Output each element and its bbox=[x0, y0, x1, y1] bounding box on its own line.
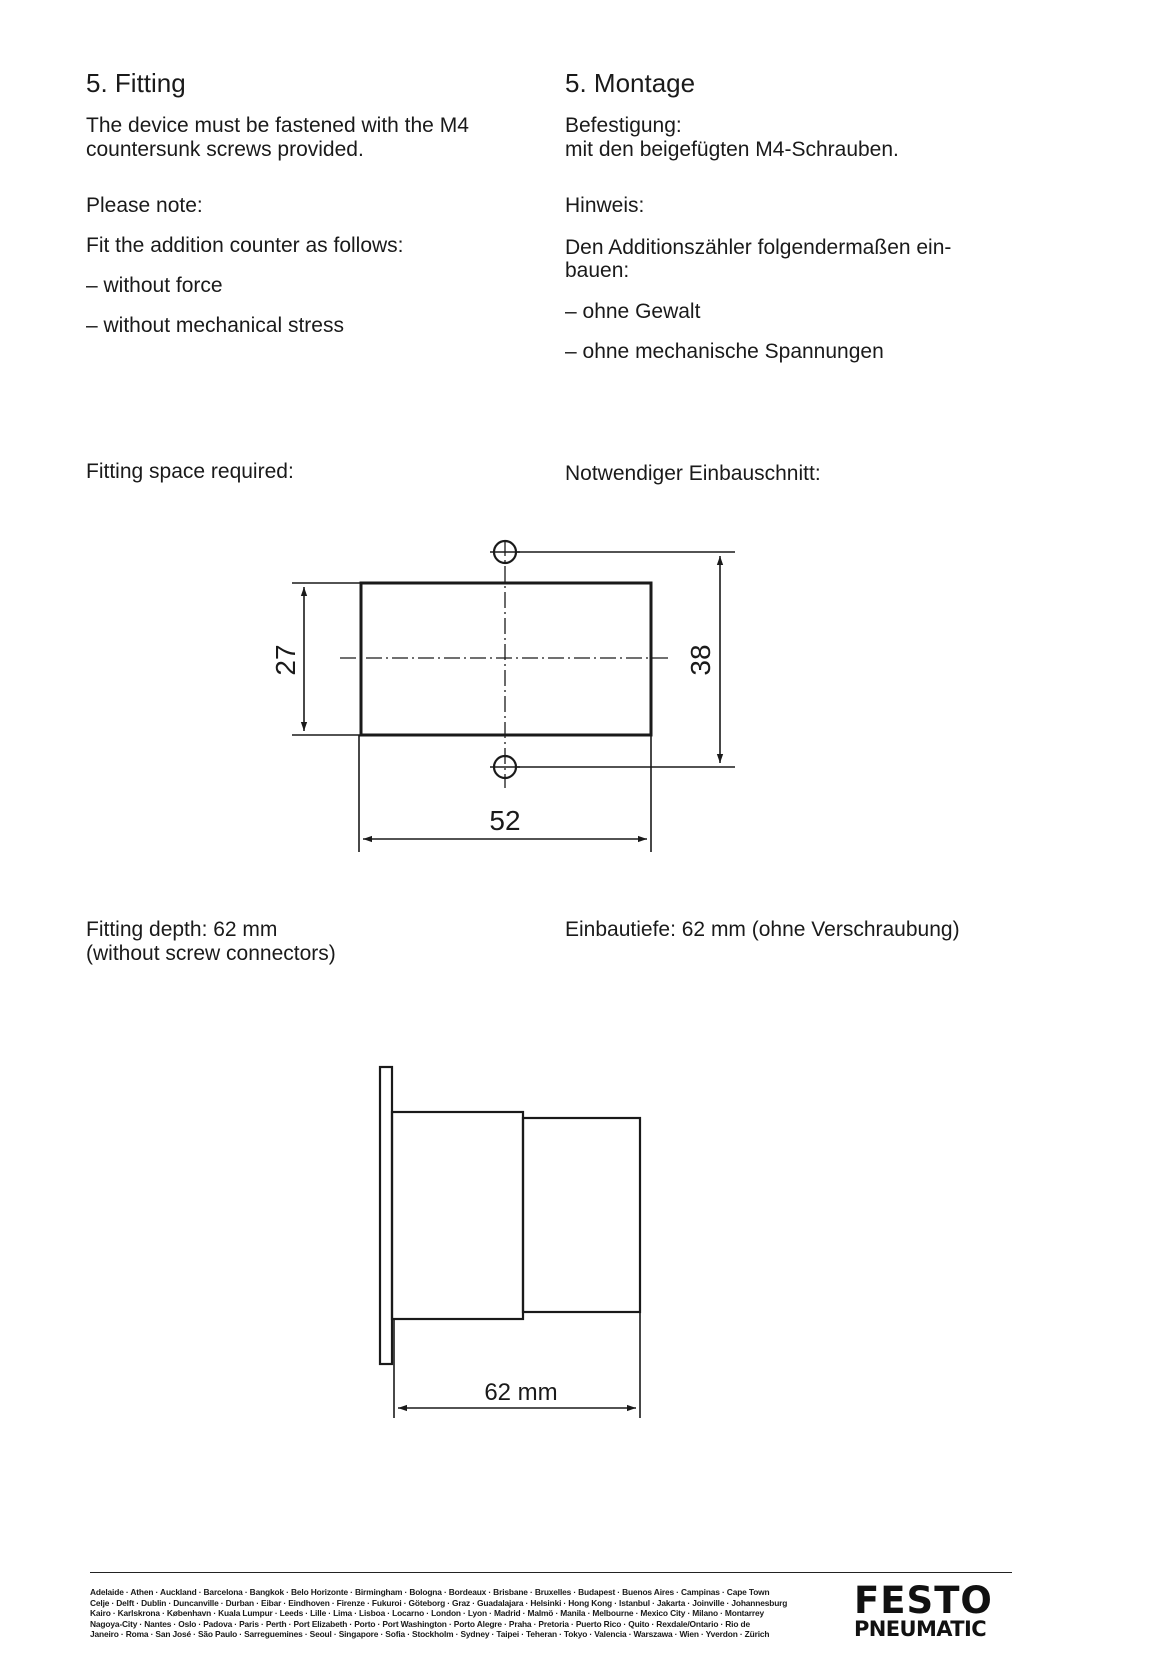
footer-cities-line-2: Celje · Delft · Dublin · Duncanville · Durban · Eibar · Eindhoven · Firenze · Fukuroi · Göteborg · Graz · Guadalajara · Helsinki · Hong Kong · Istanbul · Jakarta · Joinville · Johannesburg bbox=[90, 1597, 788, 1608]
hole-spacing-dimension-label: 38 bbox=[685, 644, 716, 676]
footer-cities-line-5: Janeiro · Roma · San José · São Paulo · Sarreguemines · Seoul · Singapore · Sofia · Stockholm · Sydney · Taipei · Teheran · Tokyo · Valencia · Warszawa · Wien · Yverdon · Zürich bbox=[90, 1629, 770, 1640]
festo-logo bbox=[854, 1579, 1014, 1641]
heading-german: 5. Montage bbox=[565, 68, 696, 98]
depth-english-line1: Fitting depth: 62 mm bbox=[86, 918, 278, 941]
intro-german-line2: mit den beigefügten M4-Schrauben. bbox=[565, 138, 899, 161]
front-panel-plate bbox=[380, 1067, 392, 1364]
height-dimension-label: 27 bbox=[270, 644, 301, 676]
space-label-english: Fitting space required: bbox=[86, 460, 294, 483]
heading-english: 5. Fitting bbox=[86, 68, 186, 98]
width-dimension-label: 52 bbox=[489, 805, 521, 836]
bullet-english-2: – without mechanical stress bbox=[86, 314, 344, 337]
depth-english-line2: (without screw connectors) bbox=[86, 942, 336, 965]
depth-dimension-label: 62 mm bbox=[484, 1379, 558, 1406]
device-body-front bbox=[392, 1112, 523, 1319]
intro-english-line2: countersunk screws provided. bbox=[86, 138, 364, 161]
intro-german-line1: Befestigung: bbox=[565, 114, 682, 137]
depth-german-line: Einbautiefe: 62 mm (ohne Verschraubung) bbox=[565, 918, 960, 941]
footer-city-list bbox=[90, 1587, 787, 1640]
intro-english-line1: The device must be fastened with the M4 bbox=[86, 114, 469, 137]
note-label-english: Please note: bbox=[86, 194, 203, 217]
footer-divider bbox=[90, 1572, 1012, 1573]
bullet-english-1: – without force bbox=[86, 274, 223, 297]
bullet-german-2: – ohne mechanische Spannungen bbox=[565, 340, 884, 363]
bullet-german-1: – ohne Gewalt bbox=[565, 300, 701, 323]
footer-cities-line-3: Kairo · Karlskrona · København · Kuala Lumpur · Leeds · Lille · Lima · Lisboa · Locarno · London · Lyon · Madrid · Malmö · Manila · Melbourne · Mexico City · Milano · Montarrey bbox=[90, 1608, 765, 1619]
note-label-german: Hinweis: bbox=[565, 194, 645, 217]
logo-pneumatic-text: PNEUMATIC bbox=[854, 1617, 987, 1641]
space-label-german: Notwendiger Einbauschnitt: bbox=[565, 462, 821, 485]
device-body-rear bbox=[523, 1118, 640, 1312]
logo-festo-text: FESTO bbox=[854, 1579, 993, 1622]
instruction-german-line2: bauen: bbox=[565, 259, 630, 282]
instruction-english: Fit the addition counter as follows: bbox=[86, 234, 404, 257]
instruction-german-line1: Den Additionszähler folgendermaßen ein- bbox=[565, 236, 952, 259]
footer-cities-line-1: Adelaide · Athen · Auckland · Barcelona · Bangkok · Belo Horizonte · Birmingham · Bologna · Bordeaux · Brisbane · Bruxelles · Budapest · Buenos Aires · Campinas · Cape Town bbox=[90, 1587, 770, 1597]
footer-cities-line-4: Nagoya-City · Nantes · Oslo · Padova · Paris · Perth · Port Elizabeth · Porto · Port Washington · Porto Alegre · Praha · Pretoria · Puerto Rico · Quito · Rexdale/Ontario · Rio de bbox=[90, 1618, 750, 1629]
